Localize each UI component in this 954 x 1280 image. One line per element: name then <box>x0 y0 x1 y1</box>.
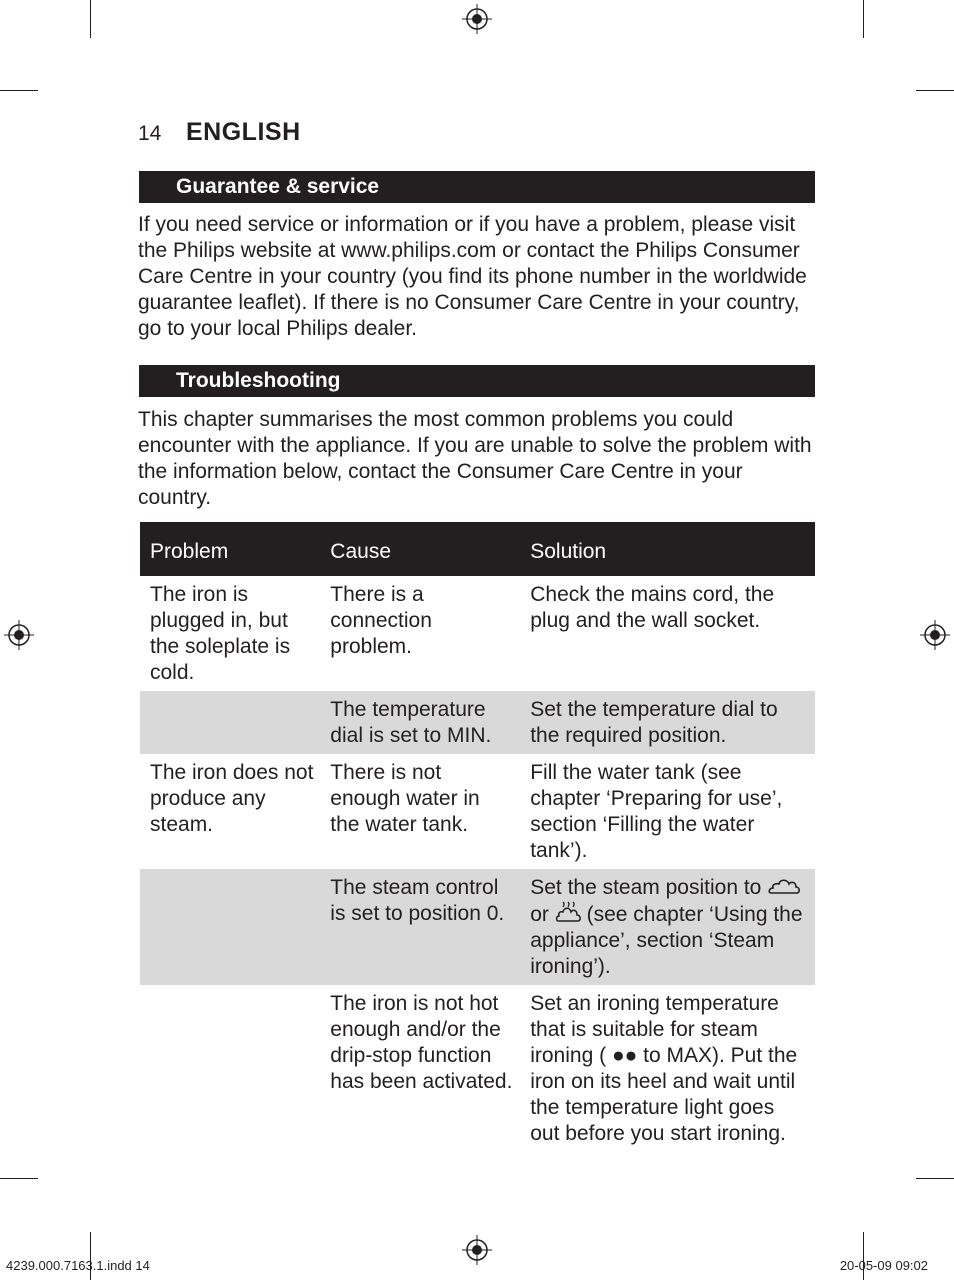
header-problem: Problem <box>140 522 320 576</box>
solution-cell: Check the mains cord, the plug and the wall socket. <box>520 576 815 691</box>
table-row <box>140 869 815 985</box>
solution-text: or <box>530 903 549 926</box>
solution-text: Set the steam position to <box>530 876 762 899</box>
cause-cell: There is not enough water in the water tank. <box>320 754 520 869</box>
problem-cell <box>140 691 320 754</box>
crop-mark <box>863 0 864 38</box>
problem-cell <box>140 985 320 1152</box>
registration-mark-icon <box>462 1235 492 1265</box>
solution-text: (see chapter ‘Using the appliance’, section ‘Steam ironing’). <box>530 903 803 978</box>
cause-cell: The steam control is set to position 0. <box>320 869 520 985</box>
cloud-icon <box>767 876 801 896</box>
solution-cell <box>520 869 815 985</box>
crop-mark <box>916 90 954 91</box>
page-number: 14 <box>138 122 162 145</box>
troubleshooting-intro: This chapter summarises the most common problems you could encounter with the appliance. If you are unable to solve the problem with the information below, contact the Consumer Care Centre in your country. <box>138 408 812 509</box>
section-heading-troubleshooting: Troubleshooting <box>139 365 815 397</box>
section-heading-guarantee: Guarantee & service <box>139 171 815 203</box>
header-cause: Cause <box>320 522 520 576</box>
table-header-row <box>140 522 815 576</box>
table-row <box>140 754 815 869</box>
registration-mark-icon <box>920 620 950 650</box>
header-solution: Solution <box>520 522 815 576</box>
guarantee-text: If you need service or information or if you have a problem, please visit the Philips website at www.philips.com or contact the Philips Consumer Care Centre in your country (you find its phone number in the worldwide guarantee leaflet). If there is no Consumer Care Centre in your country, go to your local Philips dealer. <box>138 213 807 340</box>
language-heading: ENGLISH <box>186 118 301 146</box>
problem-cell: The iron does not produce any steam. <box>140 754 320 869</box>
registration-mark-icon <box>462 4 492 34</box>
crop-mark <box>916 1178 954 1179</box>
cause-cell: There is a connection problem. <box>320 576 520 691</box>
crop-mark <box>90 0 91 38</box>
footer-datetime: 20-05-09 09:02 <box>839 1258 928 1273</box>
footer-file: 4239.000.7163.1.indd 14 <box>6 1258 150 1273</box>
solution-cell <box>520 985 815 1152</box>
cloud-steam-icon <box>555 901 581 923</box>
table-row <box>140 576 815 691</box>
problem-cell <box>140 869 320 985</box>
problem-cell: The iron is plugged in, but the soleplate is cold. <box>140 576 320 691</box>
table-row <box>140 691 815 754</box>
solution-text: Set an ironing temperature that is suitable for steam ironing ( <box>530 992 779 1067</box>
table-row <box>140 985 815 1152</box>
temperature-dots: ●● <box>611 1044 638 1067</box>
solution-text: to MAX). Put the iron on its heel and wait until the temperature light goes out before you start ironing. <box>530 1044 798 1145</box>
solution-cell: Fill the water tank (see chapter ‘Preparing for use’, section ‘Filling the water tank’). <box>520 754 815 869</box>
registration-mark-icon <box>4 620 34 650</box>
crop-mark <box>0 90 38 91</box>
cause-cell: The temperature dial is set to MIN. <box>320 691 520 754</box>
troubleshooting-table <box>140 522 815 1152</box>
crop-mark <box>0 1178 38 1179</box>
cause-cell: The iron is not hot enough and/or the drip-stop function has been activated. <box>320 985 520 1152</box>
solution-cell: Set the temperature dial to the required position. <box>520 691 815 754</box>
